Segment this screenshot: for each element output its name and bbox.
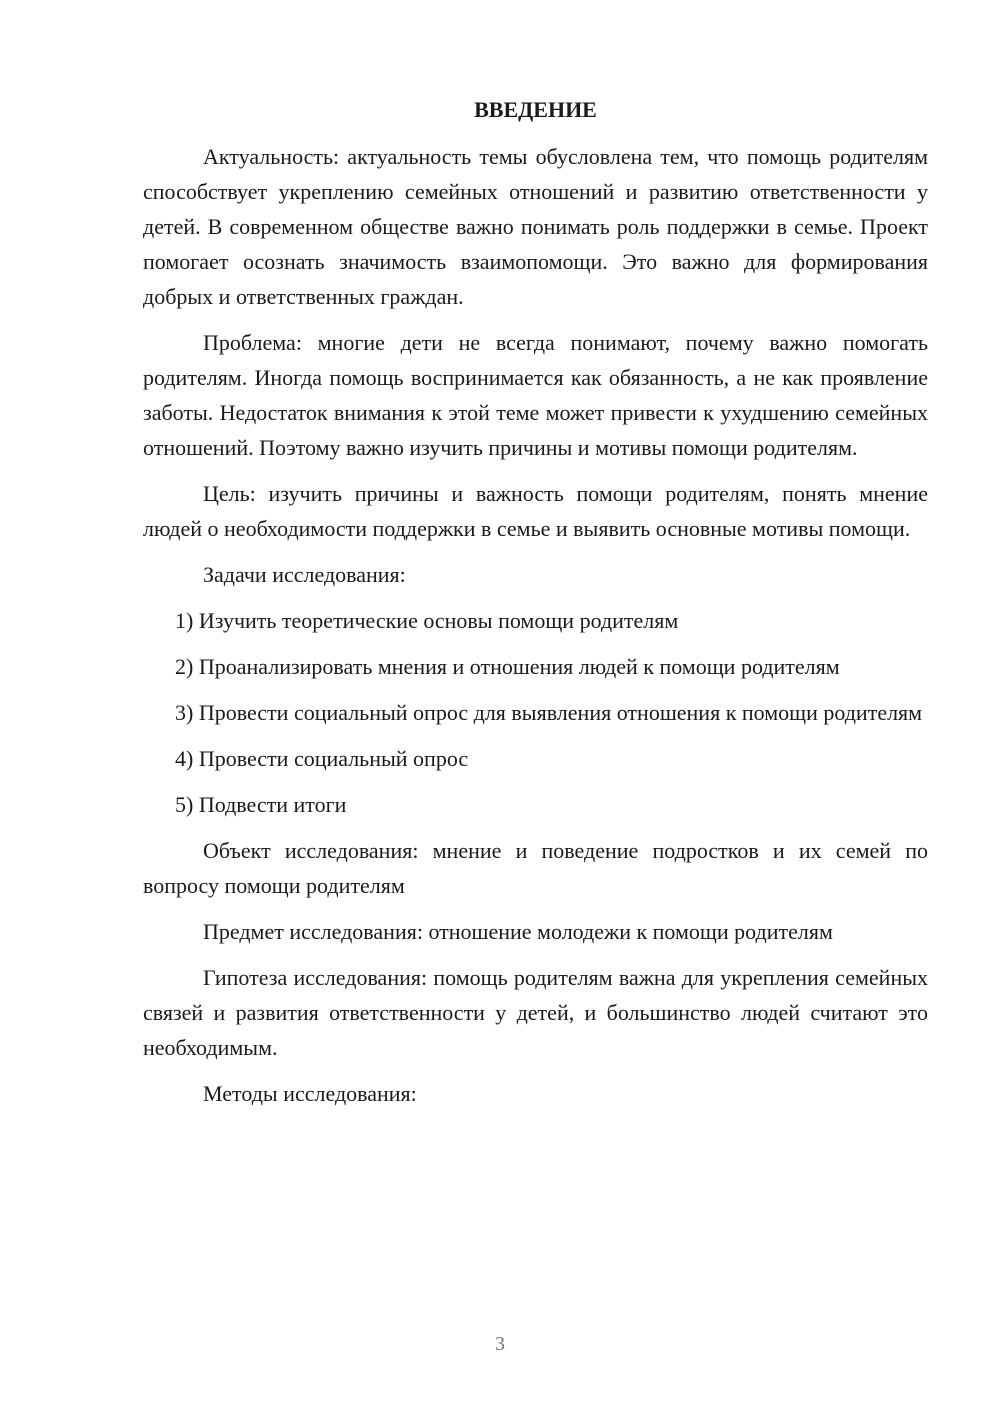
task-item-1: 1) Изучить теоретические основы помощи родителям — [175, 608, 679, 633]
paragraph-hypothesis: Гипотеза исследования: помощь родителям важна для укрепления семейных связей и развития ответственности у детей, и большинство людей считают это необходимым. — [143, 965, 928, 1060]
task-item-4: 4) Провести социальный опрос — [175, 746, 469, 771]
paragraph-object: Объект исследования: мнение и поведение подростков и их семей по вопросу помощи родителям — [143, 838, 928, 898]
page-number: 3 — [495, 1333, 505, 1355]
paragraph-relevance: Актуальность: актуальность темы обусловлена тем, что помощь родителям способствует укреплению семейных отношений и развитию ответственности у детей. В современном обществе важно понимать роль поддержки в семье. Проект помогает осознать значимость взаимопомощи. Это важно для формирования добрых и ответственных граждан. — [143, 144, 928, 309]
tasks-heading: Задачи исследования: — [203, 562, 406, 587]
section-title: ВВЕДЕНИЕ — [474, 97, 597, 122]
page-content — [143, 92, 928, 1122]
paragraph-goal: Цель: изучить причины и важность помощи родителям, понять мнение людей о необходимости поддержки в семье и выявить основные мотивы помощи. — [143, 481, 928, 541]
task-item-3: 3) Провести социальный опрос для выявления отношения к помощи родителям — [175, 700, 923, 725]
task-item-2: 2) Проанализировать мнения и отношения людей к помощи родителям — [175, 654, 840, 679]
paragraph-problem: Проблема: многие дети не всегда понимают, почему важно помогать родителям. Иногда помощь воспринимается как обязанность, а не как проявление заботы. Недостаток внимания к этой теме может привести к ухудшению семейных отношений. Поэтому важно изучить причины и мотивы помощи родителям. — [143, 330, 928, 460]
paragraph-subject: Предмет исследования: отношение молодежи к помощи родителям — [203, 919, 833, 944]
task-item-5: 5) Подвести итоги — [175, 792, 347, 817]
methods-heading: Методы исследования: — [203, 1081, 417, 1106]
